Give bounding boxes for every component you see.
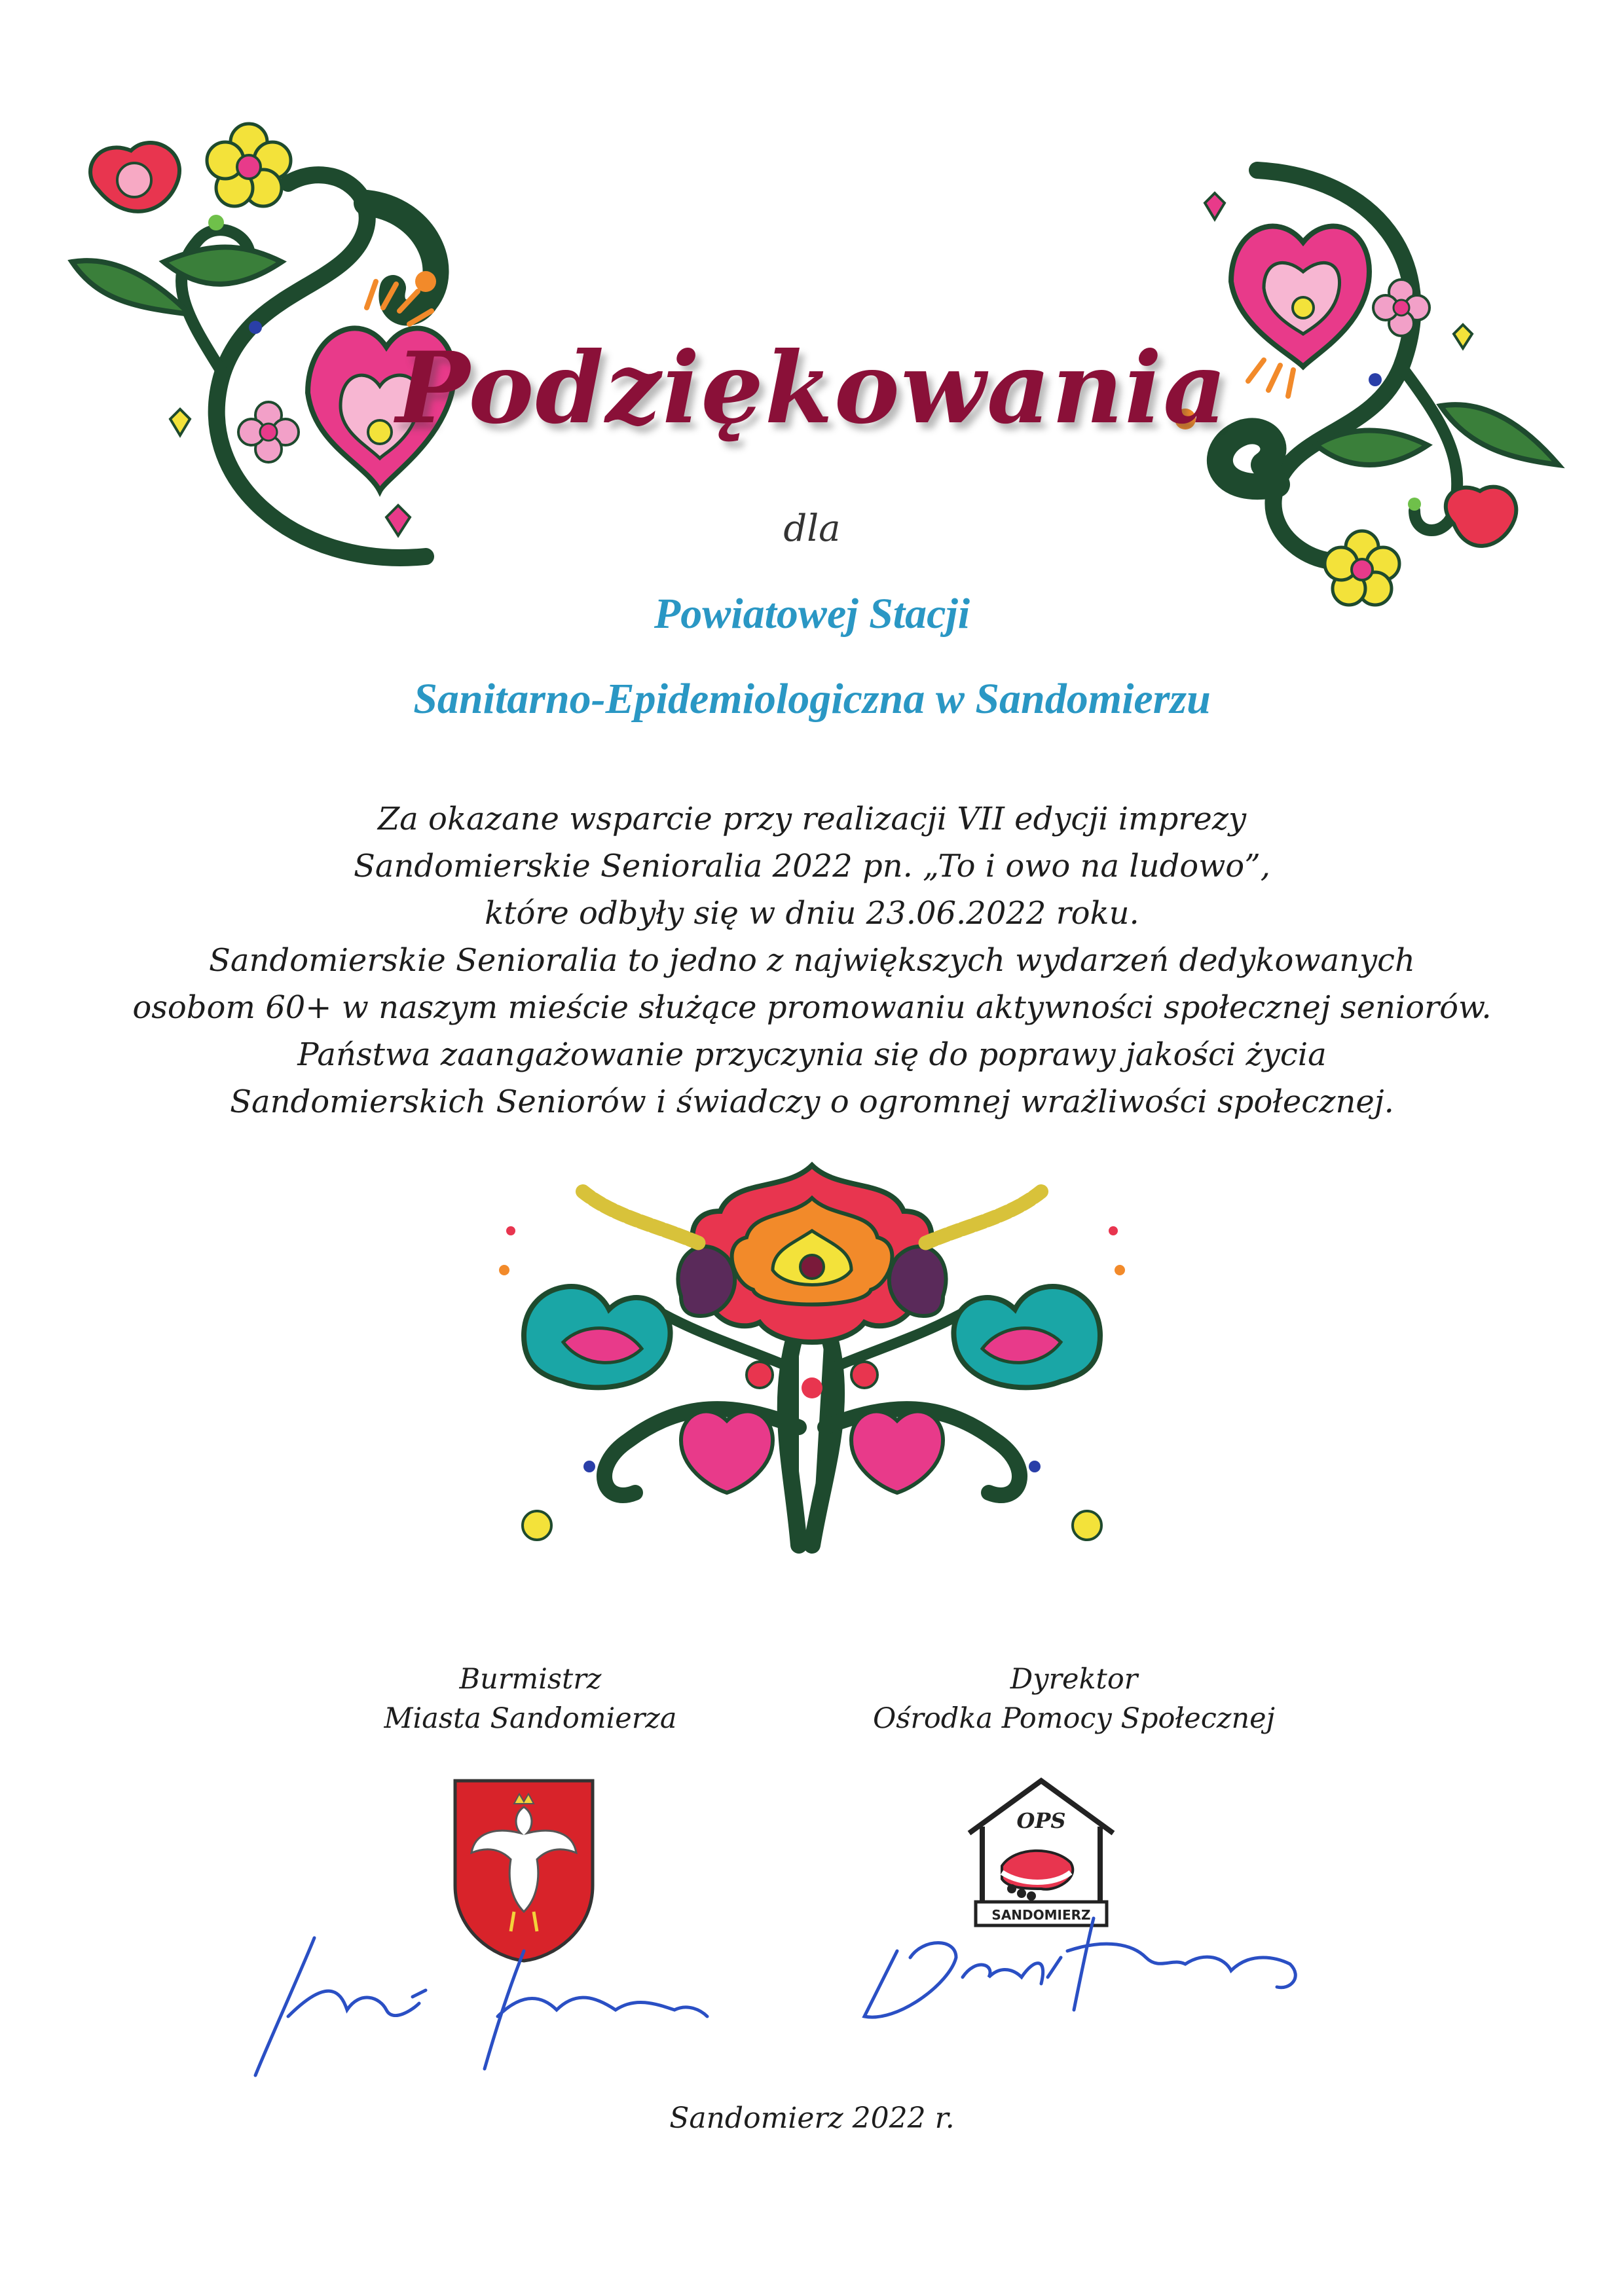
body-line: Sandomierskich Seniorów i świadczy o ogromnej wrażliwości społecznej. [230, 1084, 1394, 1120]
ops-logo-top-text: OPS [1016, 1808, 1066, 1833]
body-line: Sandomierskie Senioralia to jedno z największych wydarzeń dedykowanych [209, 942, 1415, 979]
body-line: Sandomierskie Senioralia 2022 pn. „To i owo na ludowo”, [354, 848, 1270, 884]
signatory-right-role: Dyrektor [1010, 1663, 1138, 1696]
signatory-right [812, 1660, 1336, 1738]
signature-right-icon [858, 1879, 1316, 2030]
body-line: Za okazane wsparcie przy realizacji VII edycji imprezy [377, 801, 1247, 837]
ops-logo-bottom-text: SANDOMIERZ [991, 1907, 1091, 1923]
for-word: dla [783, 507, 841, 550]
signatory-left [268, 1660, 792, 1738]
certificate-title: Podziękowania [396, 331, 1228, 446]
signatory-left-role: Burmistrz [459, 1663, 602, 1696]
recipient-line-2: Sanitarno-Epidemiologiczna w Sandomierzu [413, 675, 1211, 723]
signature-left-icon [249, 1912, 720, 2082]
signatory-right-office: Ośrodka Pomocy Społecznej [873, 1702, 1275, 1735]
body-line: które odbyły się w dniu 23.06.2022 roku. [485, 895, 1139, 932]
footer-place-date: Sandomierz 2022 r. [669, 2102, 955, 2135]
folk-ornament-center-icon [485, 1152, 1139, 1571]
body-line: Państwa zaangażowanie przyczynia się do poprawy jakości życia [297, 1036, 1327, 1073]
signatory-left-office: Miasta Sandomierza [384, 1702, 677, 1735]
recipient-line-1: Powiatowej Stacji [654, 590, 970, 638]
body-line: osobom 60+ w naszym mieście służące promowaniu aktywności społecznej seniorów. [132, 989, 1492, 1026]
body-text [0, 795, 1624, 1125]
